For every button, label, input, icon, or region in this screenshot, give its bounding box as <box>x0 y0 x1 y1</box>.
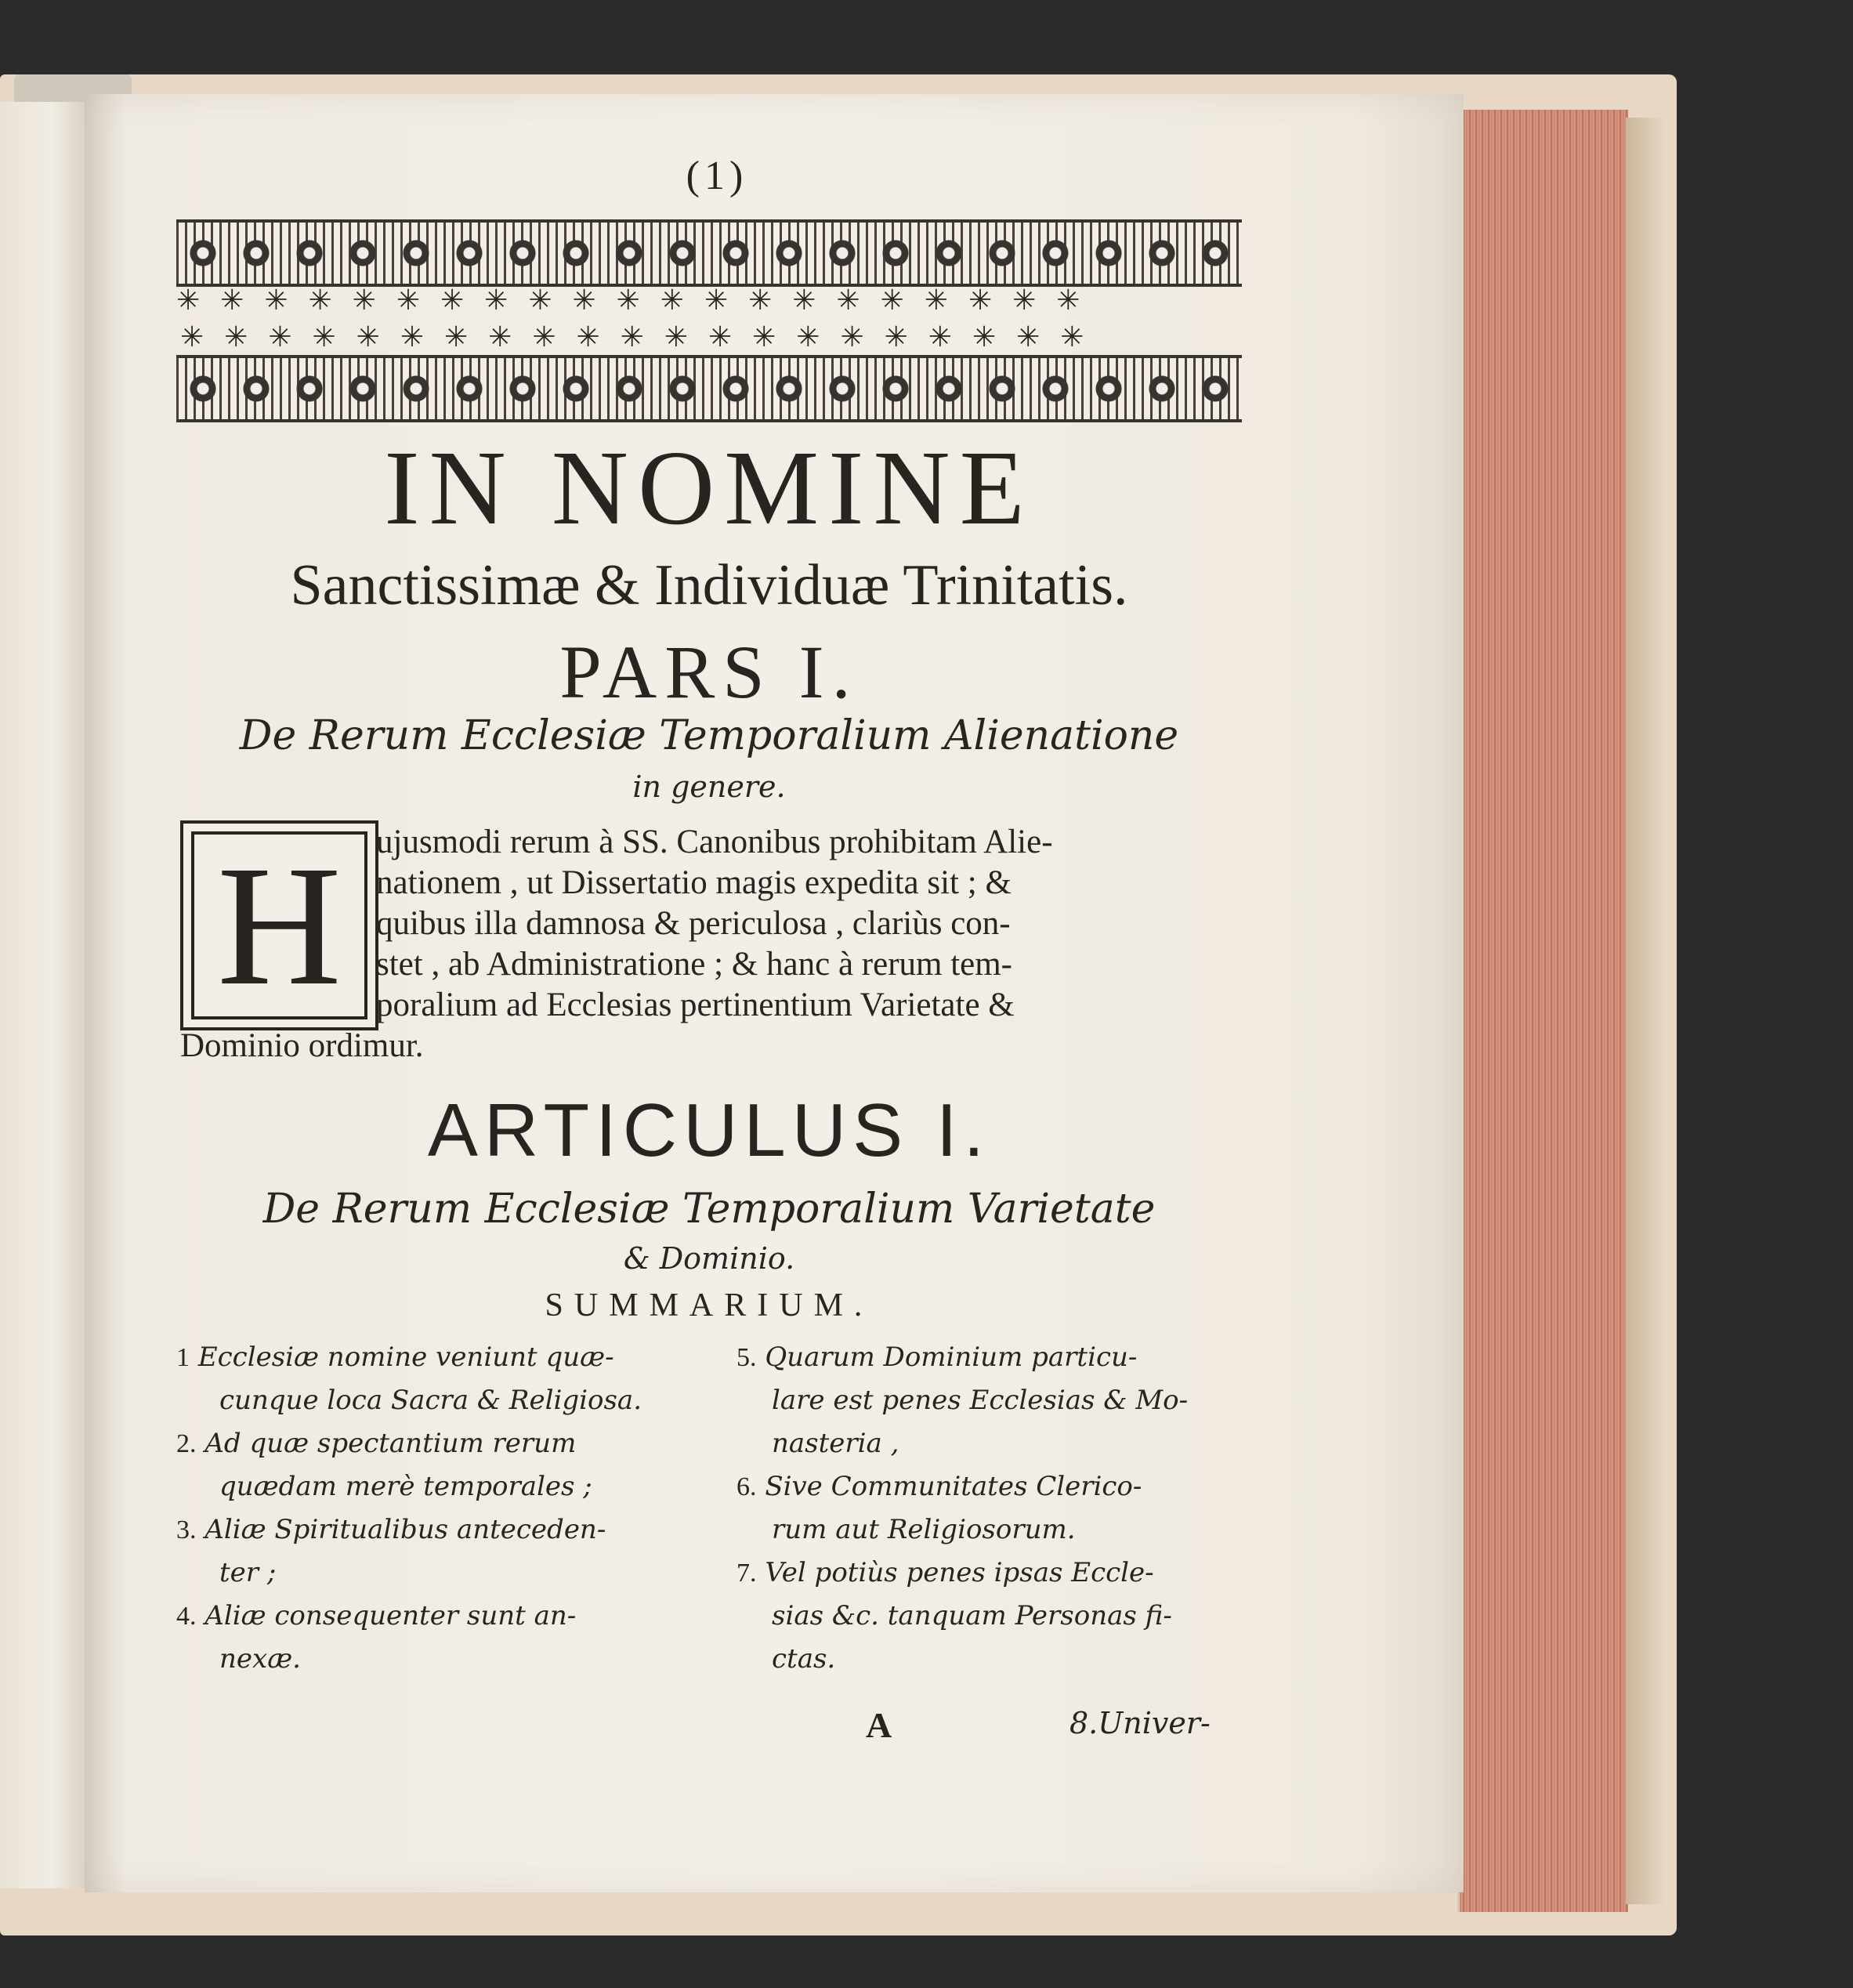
summary-right-line: 5. Quarum Dominium particu- <box>736 1342 1138 1373</box>
summary-left-line: nexæ. <box>219 1643 301 1675</box>
body-line-3: quibus illa damnosa & periculosa , clariùs con- <box>376 905 1011 942</box>
summary-right-line: sias &c. tanquam Personas fi- <box>772 1600 1172 1631</box>
articulus-subtitle-2: & Dominio. <box>623 1241 795 1276</box>
summary-right-line: 6. Sive Communitates Clerico- <box>736 1471 1142 1502</box>
ornament-band-bottom <box>176 355 1242 422</box>
dropcap-initial <box>180 820 378 1030</box>
summarium-title: SUMMARIUM. <box>545 1287 874 1324</box>
star-row-bottom: ✳✳✳✳✳✳✳✳✳✳✳✳✳✳✳✳✳✳✳✳✳ <box>180 321 1105 353</box>
fore-edge-shadow <box>1626 118 1665 1904</box>
dropcap-letter: H <box>217 830 342 1021</box>
summary-left-line: cunque loca Sacra & Religiosa. <box>219 1385 642 1416</box>
articulus-heading: ARTICULUS I. <box>427 1088 991 1172</box>
summary-right-line: nasteria , <box>772 1428 899 1459</box>
summary-left-line: 2. Ad quæ spectantium rerum <box>176 1428 577 1459</box>
catchword: 8.Univer- <box>1069 1706 1211 1740</box>
title-sub: Sanctissimæ & Individuæ Trinitatis. <box>290 553 1128 617</box>
pars-subtitle: De Rerum Ecclesiæ Temporalium Alienatione <box>239 712 1179 759</box>
star-row-top: ✳✳✳✳✳✳✳✳✳✳✳✳✳✳✳✳✳✳✳✳✳ <box>176 284 1101 316</box>
title-main: IN NOMINE <box>384 429 1034 547</box>
body-line-5: poralium ad Ecclesias pertinentium Varietate & <box>376 987 1015 1023</box>
summary-right-line: 7. Vel potiùs penes ipsas Eccle- <box>736 1557 1154 1588</box>
page-number: (1) <box>686 154 748 198</box>
summary-left-line: 3. Aliæ Spiritualibus anteceden- <box>176 1514 606 1545</box>
summary-left-line: 1 Ecclesiæ nomine veniunt quæ- <box>176 1342 614 1373</box>
body-line-1: ujusmodi rerum à SS. Canonibus prohibitam Alie- <box>376 824 1053 860</box>
articulus-subtitle: De Rerum Ecclesiæ Temporalium Varietate <box>262 1186 1156 1233</box>
summary-right-line: lare est penes Ecclesias & Mo- <box>772 1385 1189 1416</box>
ornament-band-top <box>176 219 1242 287</box>
summary-right-line: ctas. <box>772 1643 836 1675</box>
body-line-4: stet , ab Administratione ; & hanc à rerum tem- <box>376 946 1013 983</box>
pars-heading: PARS I. <box>559 630 859 714</box>
pars-subtitle-2: in genere. <box>632 769 786 804</box>
body-last-line: Dominio ordimur. <box>180 1027 424 1064</box>
signature-mark: A <box>866 1705 892 1745</box>
summary-left-line: 4. Aliæ consequenter sunt an- <box>176 1600 577 1631</box>
body-line-2: nationem , ut Dissertatio magis expedita sit ; & <box>376 864 1012 901</box>
summary-right-line: rum aut Religiosorum. <box>772 1514 1076 1545</box>
page-fore-edge <box>1457 110 1628 1912</box>
summary-left-line: ter ; <box>219 1557 277 1588</box>
left-page <box>0 102 88 1888</box>
summary-left-line: quædam merè temporales ; <box>219 1471 592 1502</box>
